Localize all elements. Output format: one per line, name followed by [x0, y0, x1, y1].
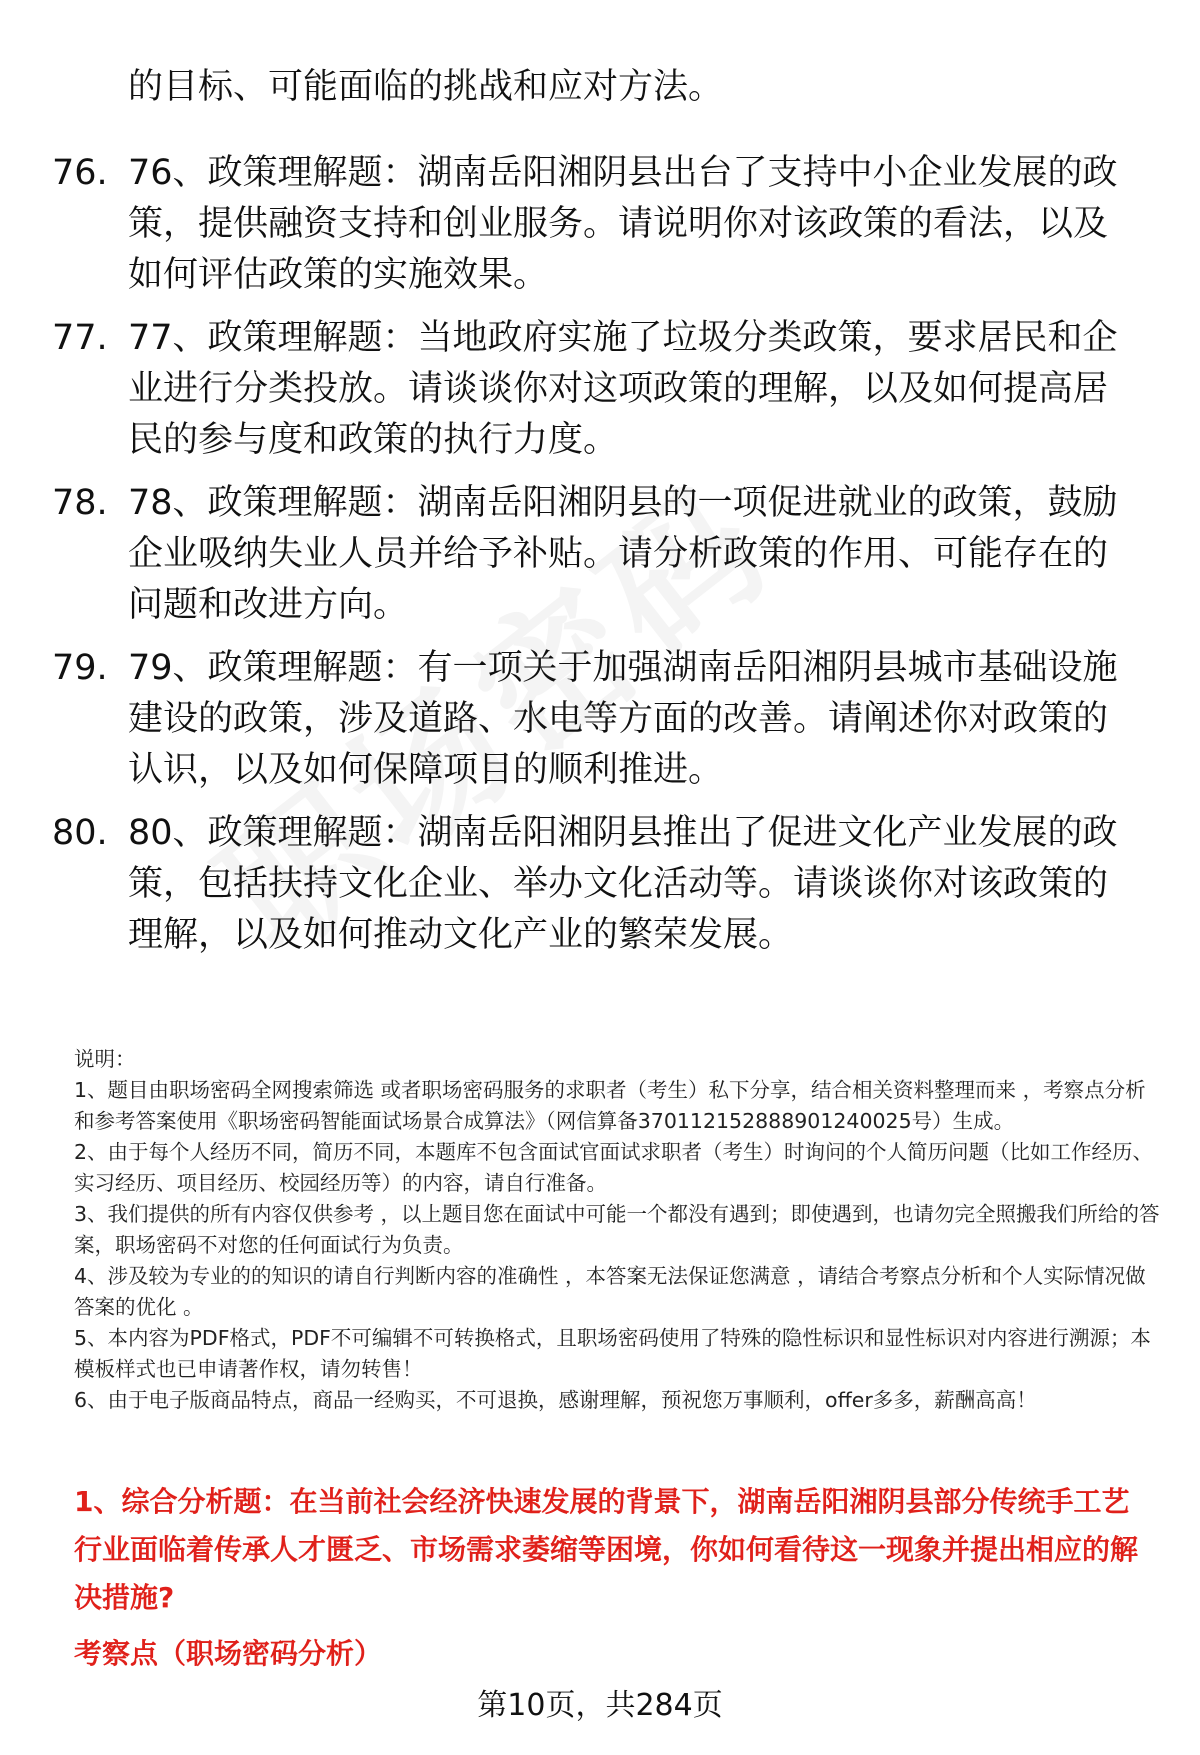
note-item: 5、本内容为PDF格式，PDF不可编辑不可转换格式，且职场密码使用了特殊的隐性标识和显性标识对内容进行溯源；本模板样式也已申请著作权，请勿转售！: [74, 1326, 1151, 1381]
question-list: [0, 148, 1200, 973]
section-question: 1、综合分析题：在当前社会经济快速发展的背景下，湖南岳阳湘阴县部分传统手工艺行业面临着传承人才匮乏、市场需求萎缩等困境，你如何看待这一现象并提出相应的解决措施?: [74, 1485, 1139, 1614]
question-text: 78、政策理解题：湖南岳阳湘阴县的一项促进就业的政策，鼓励企业吸纳失业人员并给予补贴。请分析政策的作用、可能存在的问题和改进方向。: [128, 483, 1118, 625]
section-heading: 考察点（职场密码分析）: [74, 1637, 383, 1670]
continuation-text: 的目标、可能面临的挑战和应对方法。: [128, 67, 724, 107]
note-item: 3、我们提供的所有内容仅供参考 ，以上题目您在面试中可能一个都没有遇到；即使遇到，也请勿完全照搬我们所给的答案，职场密码不对您的任何面试行为负责。: [74, 1202, 1160, 1257]
question-number: 78.: [52, 483, 108, 523]
note-item: 2、由于每个人经历不同，简历不同，本题库不包含面试官面试求职者（考生）时询问的个人简历问题（比如工作经历、实习经历、项目经历、校园经历等）的内容，请自行准备。: [74, 1140, 1154, 1195]
question-item: [0, 478, 1200, 643]
question-number: 80.: [52, 813, 108, 853]
question-text: 80、政策理解题：湖南岳阳湘阴县推出了促进文化产业发展的政策，包括扶持文化企业、举办文化活动等。请谈谈你对该政策的理解，以及如何推动文化产业的繁荣发展。: [128, 813, 1118, 955]
question-number: 76.: [52, 153, 108, 193]
notes-section: [74, 1044, 1164, 1416]
question-item: [0, 808, 1200, 973]
question-item: [0, 148, 1200, 313]
question-text: 77、政策理解题：当地政府实施了垃圾分类政策，要求居民和企业进行分类投放。请谈谈你对这项政策的理解，以及如何提高居民的参与度和政策的执行力度。: [128, 318, 1118, 460]
question-item: [0, 643, 1200, 808]
note-item: 6、由于电子版商品特点，商品一经购买，不可退换，感谢理解，预祝您万事顺利，offer多多，薪酬高高！: [74, 1388, 1037, 1412]
notes-title: 说明：: [74, 1047, 136, 1071]
question-text: 79、政策理解题：有一项关于加强湖南岳阳湘阴县城市基础设施建设的政策，涉及道路、水电等方面的改善。请阐述你对政策的认识，以及如何保障项目的顺利推进。: [128, 648, 1118, 790]
note-item: 1、题目由职场密码全网搜索筛选 或者职场密码服务的求职者（考生）私下分享，结合相关资料整理而来 ，考察点分析和参考答案使用《职场密码智能面试场景合成算法》（网信算备370112152888901240025号）生成。: [74, 1078, 1146, 1133]
question-text: 76、政策理解题：湖南岳阳湘阴县出台了支持中小企业发展的政策，提供融资支持和创业服务。请说明你对该政策的看法，以及如何评估政策的实施效果。: [128, 153, 1118, 295]
question-number: 77.: [52, 318, 108, 358]
page-footer: 第10页，共284页: [477, 1688, 723, 1723]
question-item: [0, 313, 1200, 478]
note-item: 4、涉及较为专业的的知识的请自行判断内容的准确性 ，本答案无法保证您满意 ，请结合考察点分析和个人实际情况做答案的优化 。: [74, 1264, 1146, 1319]
question-number: 79.: [52, 648, 108, 688]
